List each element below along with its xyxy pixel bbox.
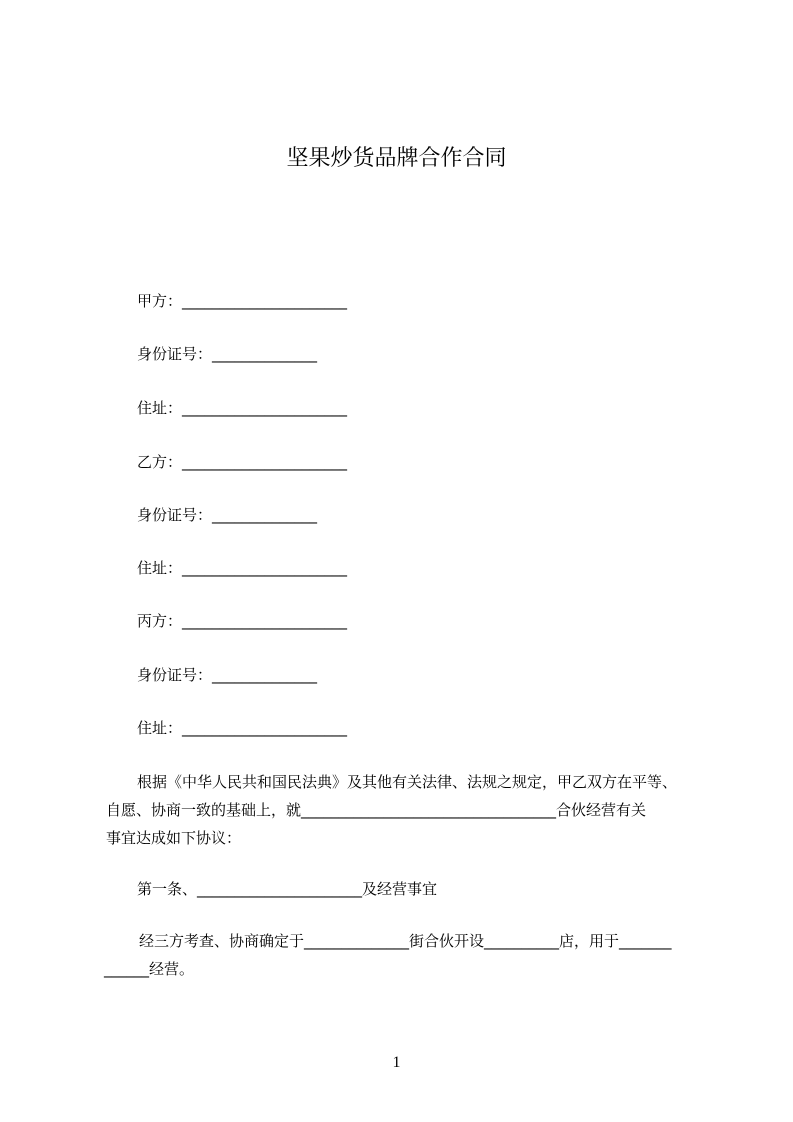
article-1-body-line-2: ______经营。 [104, 960, 195, 978]
party-b-address-line: 住址：______________________ [137, 559, 348, 577]
party-a-line: 甲方：______________________ [137, 292, 348, 310]
document-title: 坚果炒货品牌合作合同 [286, 146, 507, 171]
party-b-id-line: 身份证号：______________ [137, 506, 318, 524]
party-b-line: 乙方：______________________ [137, 453, 348, 471]
party-a-id-line: 身份证号：______________ [137, 345, 318, 363]
article-1-heading: 第一条、______________________及经营事宜 [137, 880, 438, 898]
preamble-line-3: 事宜达成如下协议： [106, 829, 242, 847]
party-c-address-line: 住址：______________________ [137, 719, 348, 737]
party-c-id-line: 身份证号：______________ [137, 666, 318, 684]
preamble-line-1: 根据《中华人民共和国民法典》及其他有关法律、法规之规定，甲乙双方在平等、 [137, 773, 678, 791]
article-1-body-line-1: 经三方考查、协商确定于______________街合伙开设__________店，用于_______ [139, 932, 672, 950]
party-a-address-line: 住址：______________________ [137, 399, 348, 417]
page-number: 1 [392, 1054, 401, 1071]
preamble-line-2: 自愿、协商一致的基础上，就__________________________________合伙经营有关 [106, 801, 647, 819]
party-c-line: 丙方：______________________ [137, 612, 348, 630]
